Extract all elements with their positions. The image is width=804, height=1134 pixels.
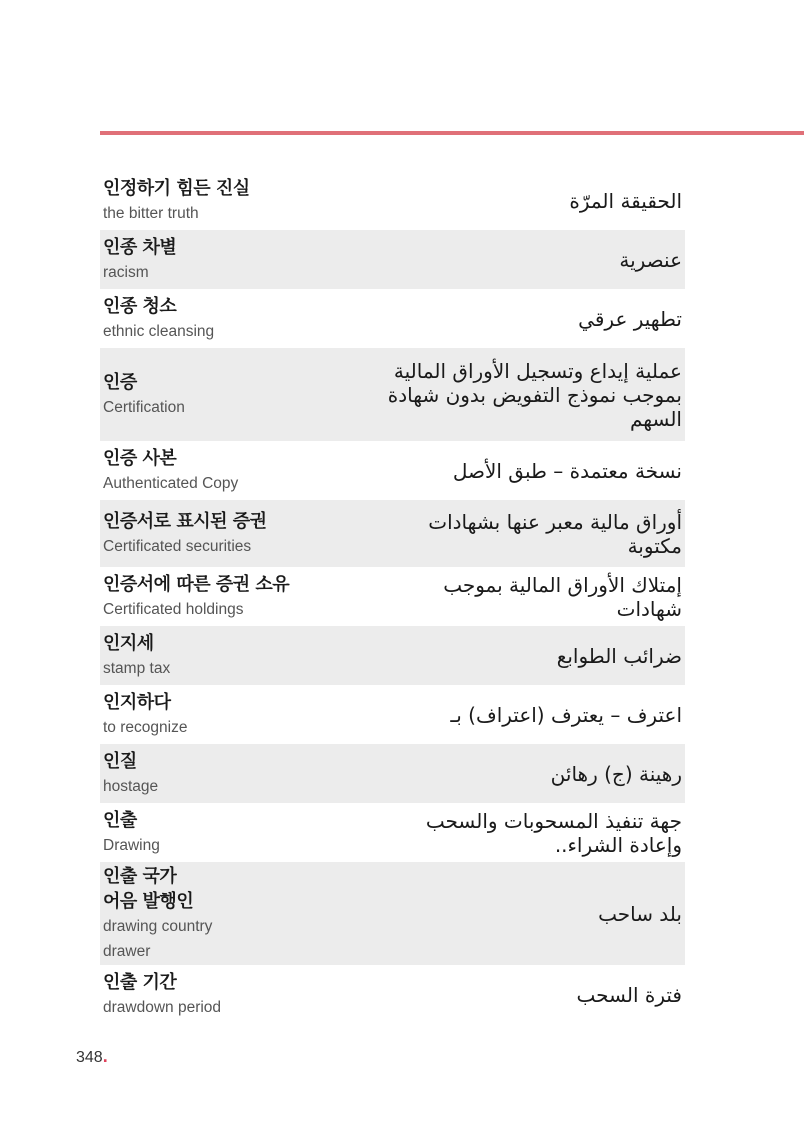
- korean-term: 인출: [103, 809, 137, 831]
- english-term: hostage: [103, 777, 159, 795]
- english-term: drawdown period: [103, 998, 222, 1016]
- entry-source: [103, 235, 353, 285]
- korean-term: 인증 사본: [103, 447, 177, 469]
- glossary-entry: [100, 230, 685, 289]
- korean-term: 인종 청소: [103, 295, 177, 317]
- glossary-entry: [100, 172, 685, 230]
- arabic-term: تطهير عرقي: [578, 306, 682, 331]
- entry-source: [103, 749, 353, 799]
- entry-source: [103, 509, 353, 559]
- glossary-entry: [100, 803, 685, 862]
- korean-term: 인정하기 힘든 진실: [103, 178, 250, 199]
- english-term: drawing country drawer: [103, 917, 213, 960]
- english-term: Certificated securities: [103, 537, 252, 555]
- arabic-term: فترة السحب: [576, 982, 682, 1007]
- glossary-entry: [100, 965, 685, 1024]
- page-number: [76, 1046, 108, 1067]
- arabic-term: عنصرية: [619, 247, 682, 272]
- english-term: stamp tax: [103, 659, 171, 677]
- english-term: Certificated holdings: [103, 600, 244, 618]
- page-number-dot: .: [102, 1046, 108, 1066]
- english-term: ethnic cleansing: [103, 322, 215, 340]
- glossary-entry: [100, 500, 685, 567]
- arabic-term: ضرائب الطوابع: [556, 643, 682, 668]
- glossary-entry: [100, 626, 685, 685]
- korean-term: 인지세: [103, 632, 154, 654]
- page-number-value: 348: [76, 1049, 103, 1066]
- entry-source: [103, 370, 353, 420]
- glossary-entry: [100, 348, 685, 441]
- entry-source: [103, 631, 353, 681]
- glossary-entry: [100, 441, 685, 500]
- arabic-term: بلد ساحب: [598, 901, 682, 926]
- arabic-term: الحقيقة المرّة: [569, 189, 682, 213]
- korean-term: 인증서로 표시된 증권: [103, 510, 267, 532]
- entry-source: [103, 690, 353, 740]
- english-term: the bitter truth: [103, 205, 199, 222]
- arabic-term: رهينة (ج) رهائن: [550, 761, 682, 786]
- arabic-term: اعترف – يعترف (اعتراف) بـ: [450, 702, 682, 727]
- glossary-entry: [100, 289, 685, 348]
- korean-term: 인증: [103, 371, 137, 393]
- korean-term: 인질: [103, 750, 137, 772]
- arabic-term: إمتلاك الأوراق المالية بموجب شهادات: [443, 572, 682, 621]
- korean-term: 인종 차별: [103, 236, 177, 258]
- glossary-entry: [100, 685, 685, 744]
- glossary-entry: [100, 744, 685, 803]
- english-term: Authenticated Copy: [103, 474, 239, 492]
- glossary-table: [100, 172, 685, 1024]
- arabic-term: جهة تنفيذ المسحوبات والسحب وإعادة الشراء..: [425, 808, 682, 857]
- korean-term: 인출 기간: [103, 971, 177, 993]
- entry-source: [103, 176, 353, 226]
- glossary-entry: [100, 567, 685, 626]
- korean-term: 인지하다: [103, 691, 171, 713]
- glossary-entry: [100, 862, 685, 965]
- english-term: racism: [103, 263, 149, 281]
- english-term: Drawing: [103, 836, 160, 854]
- entry-source: [103, 808, 353, 858]
- korean-term: 인증서에 따른 증권 소유: [103, 573, 290, 595]
- english-term: to recognize: [103, 718, 188, 736]
- arabic-term: أوراق مالية معبر عنها بشهادات مكتوبة: [428, 509, 682, 558]
- arabic-term: عملية إيداع وتسجيل الأوراق المالية بموجب نموذج التفويض بدون شهادة السهم: [387, 358, 682, 431]
- english-term: Certification: [103, 398, 185, 416]
- entry-source: [103, 970, 353, 1020]
- entry-source: [103, 294, 353, 344]
- top-rule: [100, 131, 804, 135]
- entry-source: [103, 864, 353, 964]
- korean-term: 인출 국가 어음 발행인: [103, 865, 194, 912]
- arabic-term: نسخة معتمدة – طبق الأصل: [452, 458, 682, 483]
- entry-source: [103, 572, 353, 622]
- entry-source: [103, 446, 353, 496]
